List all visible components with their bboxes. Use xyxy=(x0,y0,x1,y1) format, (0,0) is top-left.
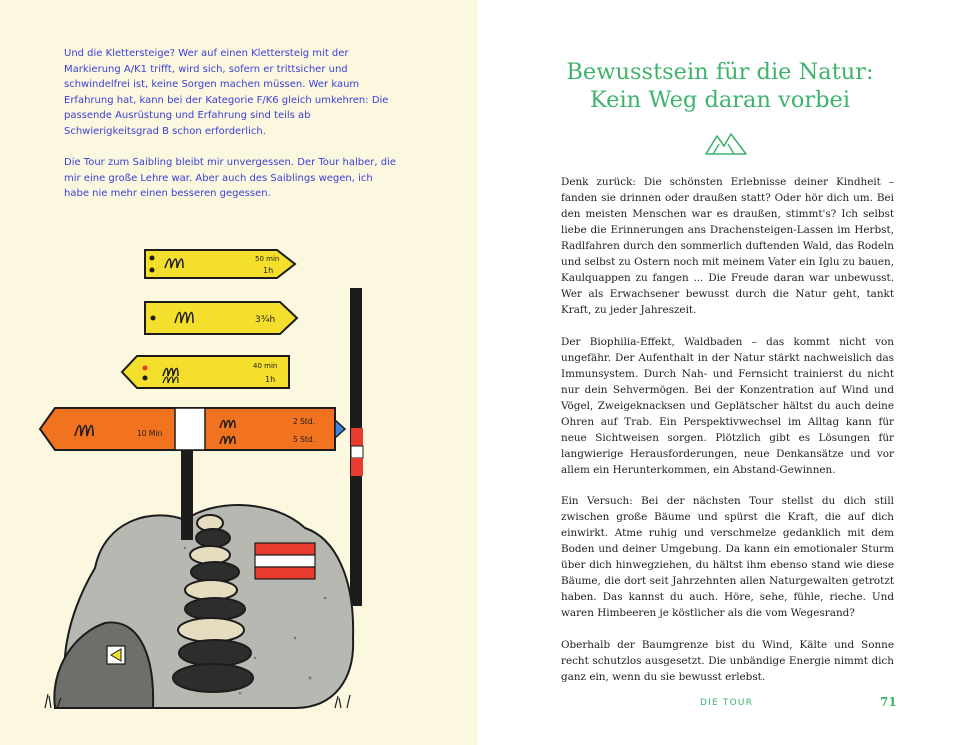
signpost-illustration xyxy=(35,238,365,718)
mountain-icon xyxy=(704,130,748,156)
body-paragraph-3: Ein Versuch: Bei der nächsten Tour stellst du dich still zwischen große Bäume und spürst die Kraft, die auf dich einwirkt. Atme ruhig und verschmelze gedanklich mit dem Boden und deiner Umgebung. Da kann ein emotionaler Sturm über dich hinwegziehen, du hältst ihm ebenso stand wie diese Bäume, die dort seit Jahrzehnten allen Naturgewalten getrotzt haben. Das kannst du auch. Höre, sehe, fühle, rieche. Und waren Himbeeren je köstlicher als die vom Wegesrand? xyxy=(561,495,894,619)
orange-sign-left-time: 10 Min xyxy=(137,429,163,438)
page-number: 71 xyxy=(880,695,897,709)
page-title xyxy=(520,58,920,114)
yellow-arrow-marker xyxy=(107,646,125,664)
yellow-sign-2-time: 3¾h xyxy=(255,315,276,325)
yellow-sign-3-time-a: 40 min xyxy=(253,362,278,370)
yellow-sign-2 xyxy=(145,302,297,334)
trail-marker-on-rock xyxy=(255,543,315,579)
title-line-1: Bewusstsein für die Natur: xyxy=(566,59,874,85)
orange-sign xyxy=(40,408,345,450)
orange-sign-right-time-b: 5 Std. xyxy=(293,435,316,444)
body-paragraph-4: Oberhalb der Baumgrenze bist du Wind, Kälte und Sonne recht schutzlos ausgesetzt. Die unbändige Energie nimmt dich ganz ein, wenn du sie bewusst erlebst. xyxy=(561,638,894,683)
left-paragraph-1: Und die Klettersteige? Wer auf einen Klettersteig mit der Markierung A/K1 trifft, wird sich, sofern er trittsicher und schwindelfrei ist, keine Sorgen machen müssen. Wer kaum Erfahrung hat, kann bei der Kategorie F/K6 gleich umkehren: Die passende Ausrüstung und Erfahrung sind teils ab Schwierigkeitsgrad B schon erforderlich. xyxy=(64,48,389,137)
yellow-sign-3-time-b: 1h xyxy=(265,375,276,384)
left-paragraph-2: Die Tour zum Saibling bleibt mir unvergessen. Der Tour halber, die mir eine große Lehre war. Aber auch des Saiblings wegen, ich habe nie mehr einen besseren gegessen. xyxy=(64,157,397,200)
yellow-sign-3 xyxy=(122,356,289,388)
post-red-white-marker xyxy=(351,428,363,476)
title-line-2: Kein Weg daran vorbei xyxy=(589,87,851,113)
yellow-sign-1-time-a: 50 min xyxy=(255,255,280,263)
body-text xyxy=(561,174,894,700)
orange-sign-right-time-a: 2 Std. xyxy=(293,417,316,426)
body-paragraph-2: Der Biophilia-Effekt, Waldbaden – das kommt nicht von ungefähr. Der Aufenthalt in der Natur stärkt nachweislich das Immunsystem. Durch Nah- und Fernsicht trainierst du nicht nur dein Sehvermögen. Bei der Konzentration auf Wind und Vögel, Zweigeknacksen und Geplätscher hältst du auch deine Ohren auf Trab. Ein Perspektivwechsel im Alltag kann für neue Sichtweisen sorgen. Plötzlich gibt es Lösungen für langwierige Herausforderungen, neue Denkansätze und vor allem ein Herunterkommen, ein Abstand-Gewinnen. xyxy=(561,335,894,476)
left-page xyxy=(0,0,478,745)
footer-section-label: DIE TOUR xyxy=(700,698,754,708)
yellow-sign-1-time-b: 1h xyxy=(263,266,274,275)
yellow-sign-1 xyxy=(145,250,295,278)
left-page-text xyxy=(64,46,400,218)
body-paragraph-1: Denk zurück: Die schönsten Erlebnisse deiner Kindheit – fanden sie drinnen oder draußen statt? Oder hör dich um. Bei den meisten Menschen war es draußen, stimmt's? Ich selbst liebe die Erinnerungen ans Drachensteigen-Lassen im Herbst, Radlfahren durch den sommerlich duftenden Wald, das Rodeln und selbst zu Ostern noch mit meinem Vater ein Iglu zu bauen, Kaulquappen zu fangen ... Die Freude daran war unbewusst. Wer als Erwachsener bewusst durch die Natur geht, tankt Kraft, zu jeder Jahreszeit. xyxy=(561,176,894,316)
